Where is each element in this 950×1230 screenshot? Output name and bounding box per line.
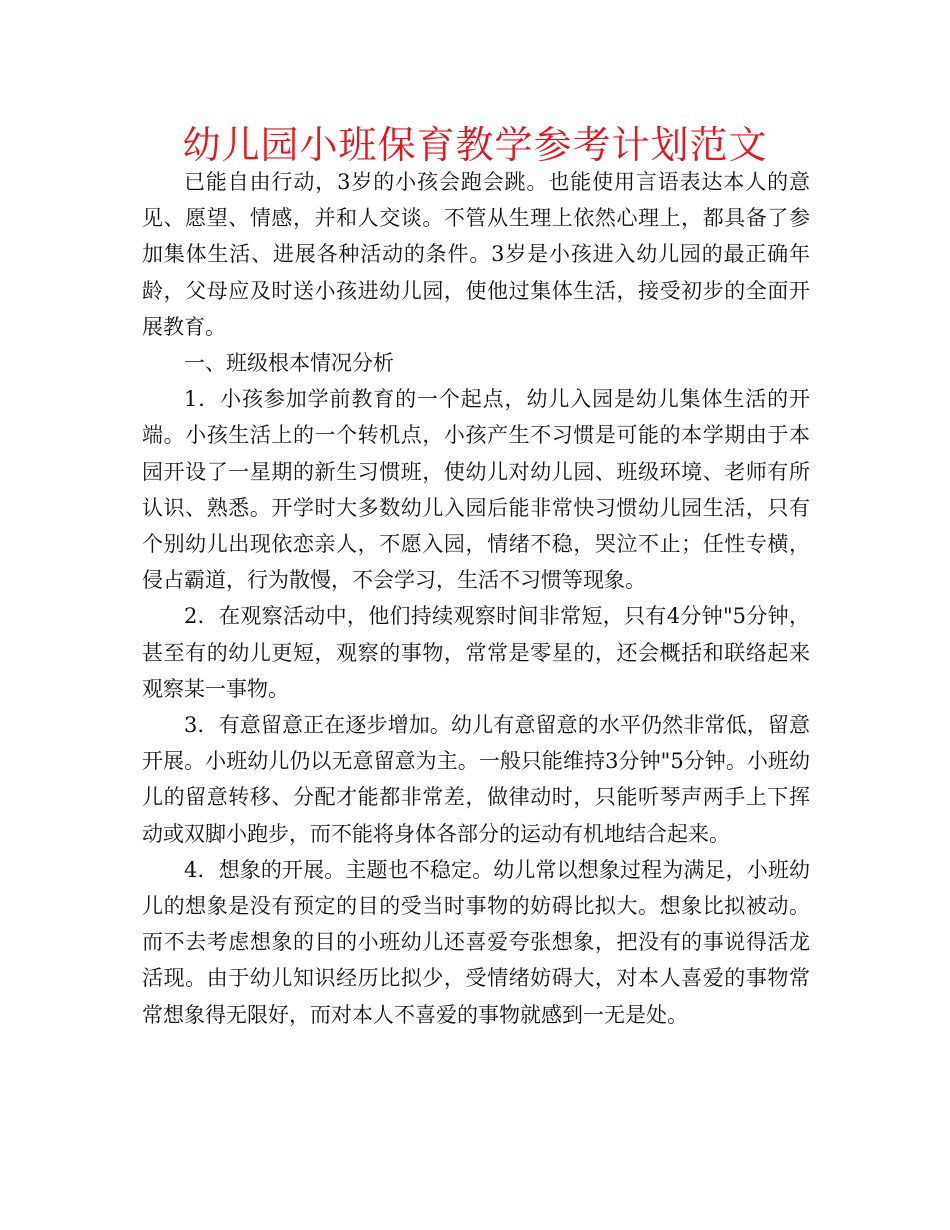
paragraph-point-2: 2．在观察活动中，他们持续观察时间非常短，只有4分钟"5分钟，甚至有的幼儿更短，观察的事物，常常是零星的，还会概括和联络起来观察某一事物。 bbox=[142, 604, 810, 701]
paragraph-intro: 已能自由行动，3岁的小孩会跑会跳。也能使用言语表达本人的意见、愿望、情感，并和人交谈。不管从生理上依然心理上，都具备了参加集体生活、进展各种活动的条件。3岁是小孩进入幼儿园的最正确年龄，父母应及时送小孩进幼儿园，使他过集体生活，接受初步的全面开展教育。 bbox=[142, 170, 810, 339]
paragraph-point-3: 3．有意留意正在逐步增加。幼儿有意留意的水平仍然非常低，留意开展。小班幼儿仍以无意留意为主。一般只能维持3分钟"5分钟。小班幼儿的留意转移、分配才能都非常差，做律动时，只能听琴声两手上下挥动或双脚小跑步，而不能将身体各部分的运动有机地结合起来。 bbox=[142, 713, 810, 846]
section-heading-class-analysis: 一、班级根本情况分析 bbox=[184, 351, 394, 376]
document-title: 幼儿园小班保育教学参考计划范文 bbox=[182, 123, 768, 167]
document-body bbox=[142, 164, 810, 1033]
paragraph-point-1: 1．小孩参加学前教育的一个起点，幼儿入园是幼儿集体生活的开端。小孩生活上的一个转机点，小孩产生不习惯是可能的本学期由于本园开设了一星期的新生习惯班，使幼儿对幼儿园、班级环境、老师有所认识、熟悉。开学时大多数幼儿入园后能非常快习惯幼儿园生活，只有个别幼儿出现依恋亲人，不愿入园，情绪不稳，哭泣不止；任性专横，侵占霸道，行为散慢，不会学习，生活不习惯等现象。 bbox=[142, 387, 810, 593]
paragraph-point-4: 4．想象的开展。主题也不稳定。幼儿常以想象过程为满足，小班幼儿的想象是没有预定的目的受当时事物的妨碍比拟大。想象比拟被动。而不去考虑想象的目的小班幼儿还喜爱夸张想象，把没有的事说得活龙活现。由于幼儿知识经历比拟少，受情绪妨碍大，对本人喜爱的事物常常想象得无限好，而对本人不喜爱的事物就感到一无是处。 bbox=[142, 857, 810, 1027]
